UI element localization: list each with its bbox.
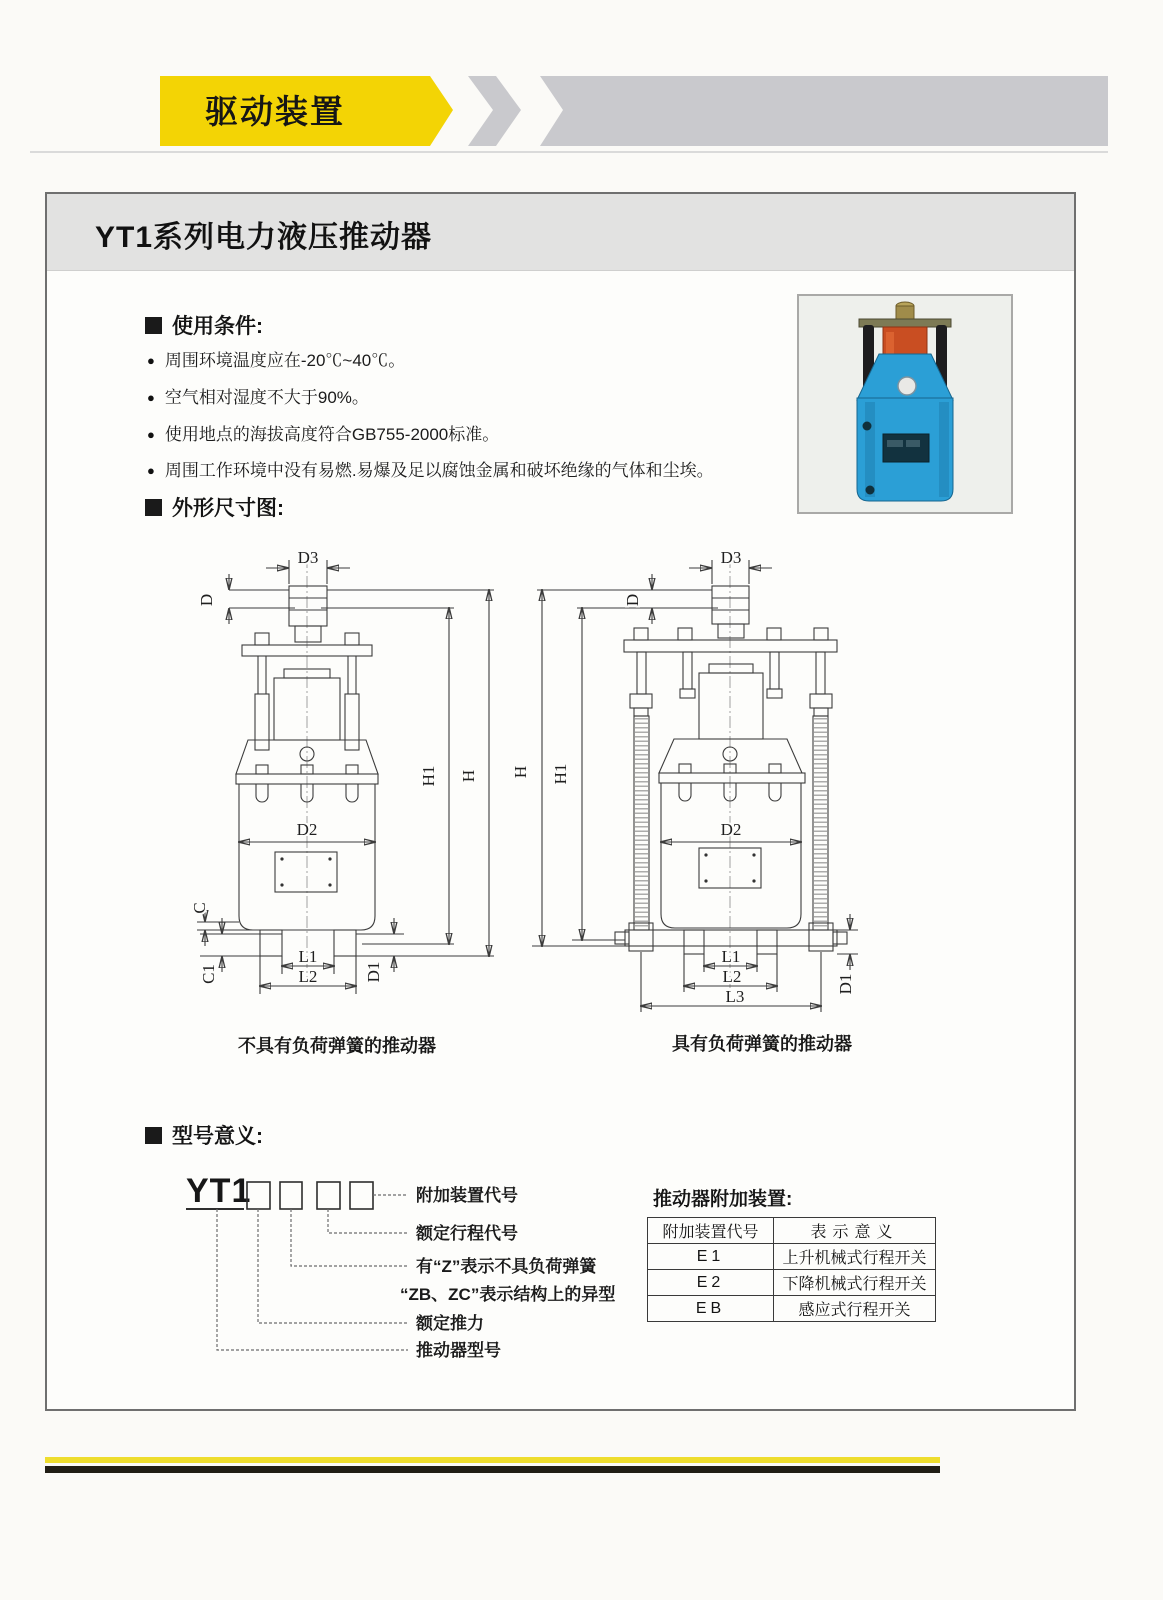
model-code-box: [350, 1182, 373, 1209]
legend-rated-thrust: 额定推力: [416, 1314, 484, 1333]
condition-item: ● 使用地点的海拔高度符合GB755-2000标准。: [147, 420, 499, 445]
model-code-diagram: [170, 1154, 650, 1366]
left-drawing-caption: 不具有负荷弹簧的推动器: [238, 1036, 436, 1056]
dim-label-c: C: [190, 902, 209, 914]
dim-label-d3: D3: [297, 548, 319, 567]
table-row: [648, 1244, 936, 1270]
table-row: [648, 1270, 936, 1296]
model-code-box: [280, 1182, 302, 1209]
col-header-meaning: 表示意义: [774, 1218, 936, 1244]
attachments-table-title: 推动器附加装置:: [653, 1189, 793, 1210]
cell-meaning: 感应式行程开关: [774, 1296, 936, 1322]
dim-label-d: D: [197, 593, 216, 607]
col-header-code: 附加装置代号: [648, 1218, 774, 1244]
section-square-icon: [145, 317, 162, 334]
attachments-table: [647, 1217, 936, 1322]
dim-label-d: D: [623, 593, 642, 607]
dim-label-d3: D3: [720, 548, 742, 567]
condition-item: ● 空气相对湿度不大于90%。: [147, 383, 369, 408]
right-drawing-caption: 具有负荷弹簧的推动器: [672, 1034, 852, 1054]
dimension-drawing-without-spring: [172, 542, 502, 1012]
cell-code: E2: [648, 1270, 774, 1296]
condition-item: ● 周围环境温度应在-20℃~40℃。: [147, 346, 405, 371]
legend-rated-stroke-code: 额定行程代号: [416, 1224, 518, 1243]
section-square-icon: [145, 499, 162, 516]
section-square-icon: [145, 1127, 162, 1144]
dim-label-d1: D1: [364, 961, 383, 983]
dim-label-d2: D2: [296, 820, 318, 839]
dim-label-c1: C1: [199, 964, 218, 984]
condition-item: ● 周围工作环境中没有易燃.易爆及足以腐蚀金属和破坏绝缘的气体和尘埃。: [147, 456, 714, 481]
thruster-photo-illustration: [799, 296, 1011, 512]
outline-dimensions-heading: 外形尺寸图:: [172, 497, 284, 520]
dim-label-l3: L3: [725, 987, 745, 1006]
banner-gray-bar: [540, 76, 1108, 146]
model-meaning-heading: 型号意义:: [172, 1125, 263, 1148]
dim-label-d2: D2: [720, 820, 742, 839]
model-prefix: YT1: [186, 1172, 252, 1210]
footer-black-stripe: [45, 1466, 940, 1473]
page-banner: [0, 58, 1163, 153]
cell-code: E1: [648, 1244, 774, 1270]
dim-label-h1: H1: [419, 765, 438, 787]
table-row: [648, 1296, 936, 1322]
dim-label-l1: L1: [721, 947, 741, 966]
dim-label-l2: L2: [298, 967, 318, 986]
dimension-drawing-with-spring: [502, 542, 862, 1022]
dim-label-h: H: [459, 769, 478, 783]
title-bar: [47, 194, 1074, 271]
section-outline-dimensions: [145, 492, 284, 522]
cell-meaning: 上升机械式行程开关: [774, 1244, 936, 1270]
legend-thruster-model: 推动器型号: [416, 1341, 501, 1360]
page-title: YT1系列电力液压推动器: [95, 221, 433, 254]
dim-label-h: H: [511, 765, 530, 779]
usage-conditions-heading: 使用条件:: [172, 315, 263, 338]
dim-label-d1: D1: [836, 973, 855, 995]
legend-z-no-spring: 有“Z”表示不具负荷弹簧: [416, 1257, 597, 1276]
legend-zb-zc-variant: “ZB、ZC”表示结构上的异型: [400, 1285, 616, 1304]
dim-label-l2: L2: [722, 967, 742, 986]
banner-label: 驱动装置: [205, 93, 345, 130]
cell-code: EB: [648, 1296, 774, 1322]
banner-chevron-icon: [468, 76, 521, 146]
dim-label-h1: H1: [551, 763, 570, 785]
model-code-box: [317, 1182, 340, 1209]
cell-meaning: 下降机械式行程开关: [774, 1270, 936, 1296]
legend-attachment-code: 附加装置代号: [416, 1186, 518, 1205]
product-photo: [797, 294, 1013, 514]
table-header-row: [648, 1218, 936, 1244]
footer-yellow-stripe: [45, 1457, 940, 1463]
section-usage-conditions: [145, 310, 263, 340]
section-model-meaning: [145, 1120, 263, 1150]
banner-divider: [30, 151, 1108, 153]
dim-label-l1: L1: [298, 947, 318, 966]
content-box: [45, 192, 1076, 1411]
